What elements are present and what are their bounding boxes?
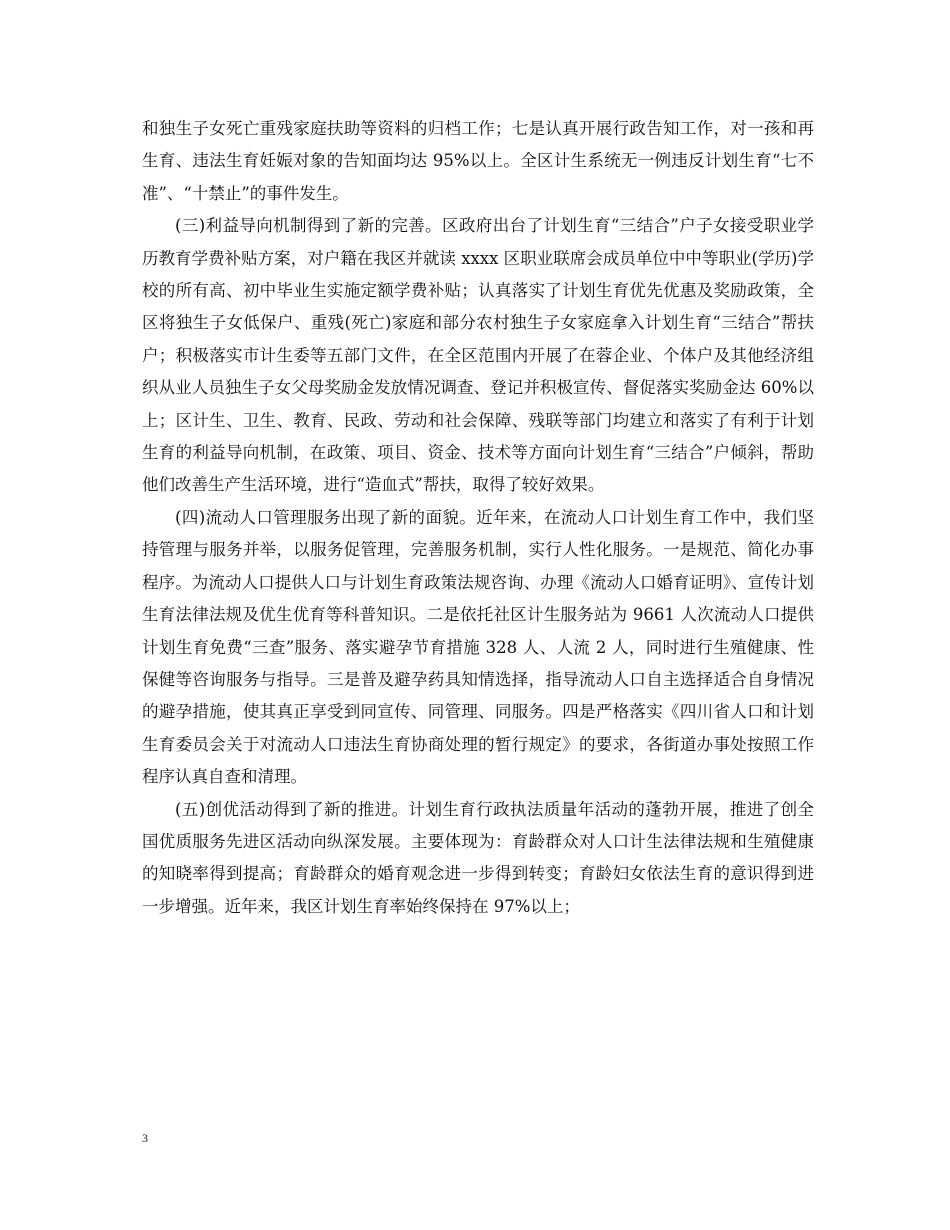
paragraph-floating-population: (四)流动人口管理服务出现了新的面貌。近年来，在流动人口计划生育工作中，我们坚持管理与服务并举，以服务促管理，完善服务机制，实行人性化服务。一是规范、简化办事程序。为流动人口提供人口与计划生育政策法规咨询、办理《流动人口婚育证明》、宣传计划生育法律法规及优生优育等科普知识。二是依托社区计生服务站为 9661 人次流动人口提供计划生育免费“三查”服务、落实避孕节育措施 328 人、人流 2 人，同时进行生殖健康、性保健等咨询服务与指导。三是普及避孕药具知情选择，指导流动人口自主选择适合自身情况的避孕措施，使其真正享受到同宣传、同管理、同服务。四是严格落实《四川省人口和计划生育委员会关于对流动人口违法生育协商处理的暂行规定》的要求，各街道办事处按照工作程序认真自查和清理。 [142,507,814,787]
document-body [142,113,814,923]
paragraph-excellence-activity: (五)创优活动得到了新的推进。计划生育行政执法质量年活动的蓬勃开展，推进了创全国优质服务先进区活动向纵深发展。主要体现为：育龄群众对人口计生法律法规和生殖健康的知晓率得到提高；育龄群众的婚育观念进一步得到转变；育龄妇女依法生育的意识得到进一步增强。近年来，我区计划生育率始终保持在 97%以上； [142,799,814,916]
paragraph-continuation: 和独生子女死亡重残家庭扶助等资料的归档工作；七是认真开展行政告知工作，对一孩和再生育、违法生育妊娠对象的告知面均达 95%以上。全区计生系统无一例违反计划生育“七不准”、“十禁止”的事件发生。 [142,119,814,203]
paragraph-incentive-mechanism: (三)利益导向机制得到了新的完善。区政府出台了计划生育“三结合”户子女接受职业学历教育学费补贴方案，对户籍在我区并就读 xxxx 区职业联席会成员单位中中等职业(学历)学校的所有高、初中毕业生实施定额学费补贴；认真落实了计划生育优先优惠及奖励政策，全区将独生子女低保户、重残(死亡)家庭和部分农村独生子女家庭拿入计划生育“三结合”帮扶户；积极落实市计生委等五部门文件，在全区范围内开展了在蓉企业、个体户及其他经济组织从业人员独生子女父母奖励金发放情况调查、登记并积极宣传、督促落实奖励金达 60%以上；区计生、卫生、教育、民政、劳动和社会保障、残联等部门均建立和落实了有利于计划生育的利益导向机制，在政策、项目、资金、技术等方面向计划生育“三结合”户倾斜，帮助他们改善生产生活环境，进行“造血式”帮扶，取得了较好效果。 [142,216,814,495]
page-number: 3 [142,1131,148,1145]
